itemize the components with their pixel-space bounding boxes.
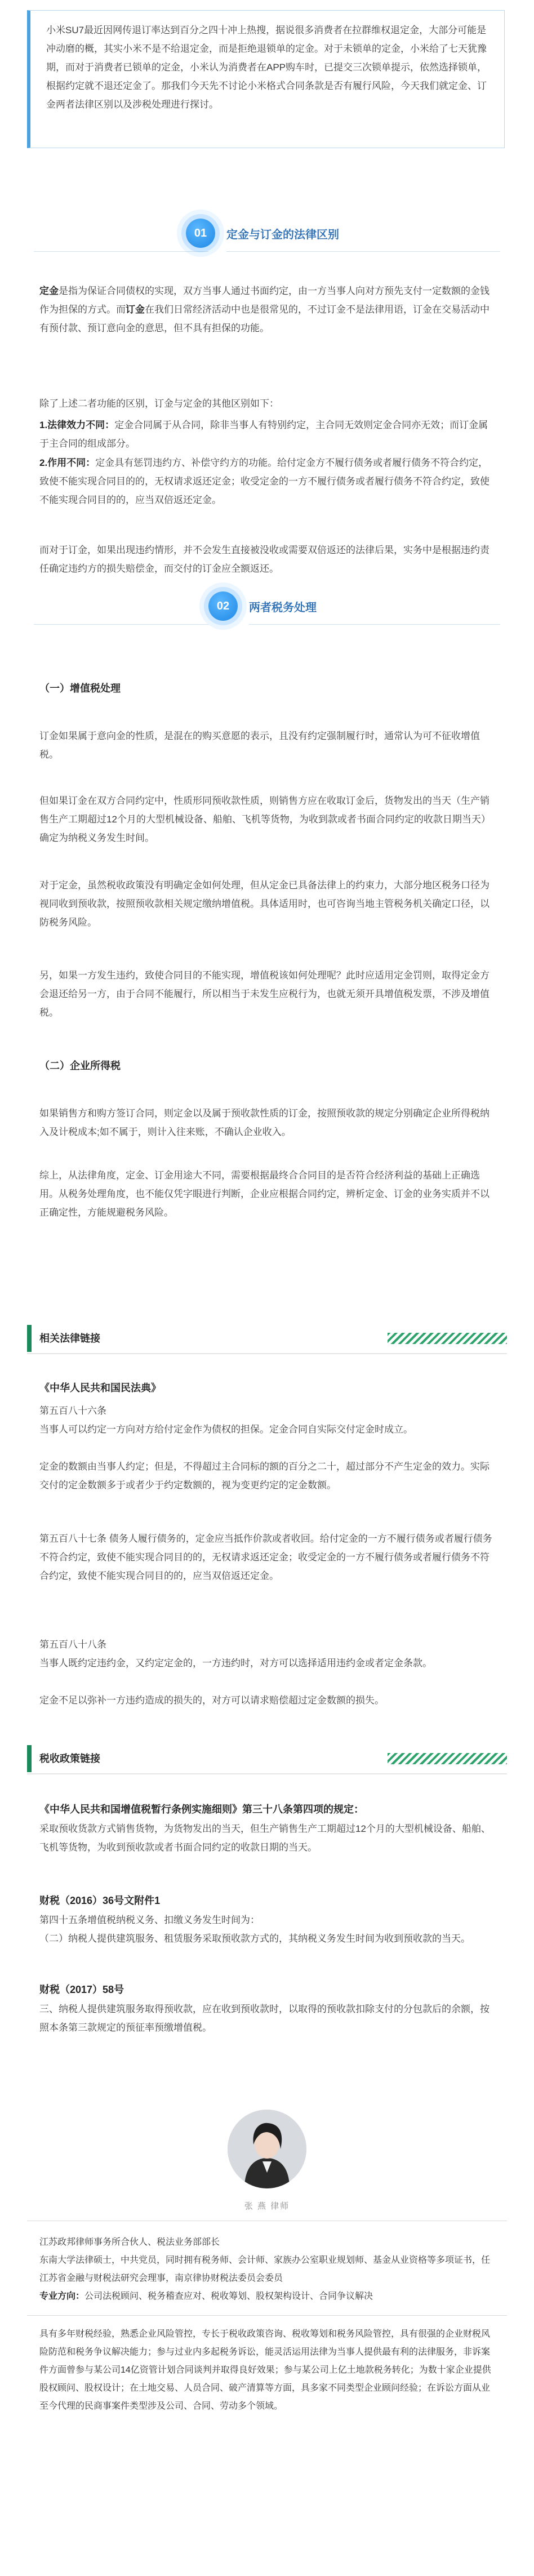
law-links-bar bbox=[27, 1325, 507, 1352]
s1-p4-text: 定金具有惩罚违约方、补偿守约方的功能。给付定金方不履行债务或者履行债务不符合约定，致使不能实现合同目的的，无权请求返还定金；收受定金的一方不履行债务或者履行债务不符合约定，致使不能实现合同目的的，应当双倍返还定金。 bbox=[39, 457, 490, 505]
vat-paragraph-1: 订金如果属于意向金的性质，是混在的购买意愿的表示，且没有约定强制履行时，通常认为可不征收增值税。 bbox=[39, 731, 480, 760]
cit-paragraph-2: 综上，从法律角度，定金、订金用途大不同，需要根据最终合合同目的是否符合经济利益的基础上正确选用。从税务处理角度，也不能仅凭字眼进行判断，企业应根据合同约定，辨析定金、订金的业务实质并不以正确定性，方能规避税务风险。 bbox=[39, 1170, 490, 1218]
s1-term-deposit: 定金 bbox=[39, 286, 59, 296]
author-caption: 张 燕 律师 bbox=[244, 2201, 290, 2211]
bar-stripes-2 bbox=[388, 1753, 507, 1764]
section-badge-02: 02 bbox=[208, 591, 238, 621]
s1-p1-text-a: 是指为保证合同债权的实现，双方当事人通过书面约定，由一方当事人向对方预先支付一定数额的金钱作为担保的方式。而 bbox=[39, 286, 490, 315]
section-title-02: 两者税务处理 bbox=[249, 602, 317, 614]
vat-rules-text: 采取预收货款方式销售货物，为货物发出的当天，但生产销售生产工期超过12个月的大型机械设备、船舶、飞机等货物，为收到预收款或者书面合同约定的收款日期的当天。 bbox=[39, 1823, 491, 1853]
intro-text: 小米SU7最近因网传退订率达到百分之四十冲上热搜，据说很多消费者在拉群维权退定金，大部分可能是冲动磨的概，其实小米不是不给退定金，而是拒绝退锁单的定金。对于未锁单的定金，小米给了七天犹豫期，而对于消费者已锁单的定金，小米认为消费者在APP购车时，已提交三次锁单提示，依然选择锁单，根据约定就不退还定金了。那我们今天先不讨论小米格式合同条款是否有履行风险，今天我们就定金、订金两者法律区别以及涉税处理进行探讨。 bbox=[46, 25, 487, 110]
vat-paragraph-2: 但如果订金在双方合同约定中，性质形同预收款性质，则销售方应在收取订金后，货物发出的当天（生产销售生产工期超过12个月的大型机械设备、船舶、飞机等货物，为收到款或者书面合同约定的收款日期当天）确定为纳税义务发生时间。 bbox=[39, 795, 491, 843]
author-field-text: 公司法税顾问、税务稽查应对、税收筹划、股权架构设计、合同争议解决 bbox=[84, 2292, 373, 2301]
s1-term-earnest: 订金 bbox=[126, 304, 145, 315]
article-586-clause-2: 定金的数额由当事人约定；但是，不得超过主合同标的额的百分之二十，超过部分不产生定金的效力。实际交付的定金数额多于或者少于约定数额的，视为变更约定的定金数额。 bbox=[39, 1461, 490, 1491]
s1-paragraph-4 bbox=[39, 453, 495, 509]
bar-stripes bbox=[388, 1333, 507, 1344]
caishui-36-title: 财税（2016）36号文附件1 bbox=[39, 1895, 161, 1906]
tax-links-bar bbox=[27, 1745, 507, 1772]
caishui-58-text: 三、纳税人提供建筑服务取得预收款，应在收到预收款时，以取得的预收款扣除支付的分包款后的余额，按照本条第三款规定的预征率预缴增值税。 bbox=[39, 2004, 490, 2033]
section-divider-left bbox=[34, 251, 208, 252]
caishui-36-article: 第四十五条增值税纳税义务、扣缴义务发生时间为： bbox=[39, 1915, 260, 1925]
article-587: 第五百八十七条 债务人履行债务的，定金应当抵作价款或者收回。给付定金的一方不履行债务或者履行债务不符合约定，致使不能实现合同目的的，无权请求返还定金；收受定金的一方不履行债务或者履行债务不符合约定，致使不能实现合同目的的，应当双倍返还定金。 bbox=[39, 1533, 492, 1581]
tax-links-label: 税收政策链接 bbox=[39, 1753, 100, 1764]
article-588-clause-1: 当事人既约定违约金，又约定定金的，一方违约时，对方可以选择适用违约金或者定金条款。 bbox=[39, 1658, 432, 1669]
caishui-36-clause: （二）纳税人提供建筑服务、租赁服务采取预收款方式的，其纳税义务发生时间为收到预收款的当天。 bbox=[39, 1933, 470, 1944]
article-586-clause-1: 当事人可以约定一方向对方给付定金作为债权的担保。定金合同自实际交付定金时成立。 bbox=[39, 1424, 413, 1435]
section-title-01: 定金与订金的法律区别 bbox=[226, 229, 339, 241]
bar-accent bbox=[27, 1325, 32, 1352]
article-588-head: 第五百八十八条 bbox=[39, 1639, 106, 1650]
section-divider-right bbox=[226, 251, 500, 252]
author-divider-2 bbox=[27, 2315, 507, 2316]
s1-paragraph-3 bbox=[39, 416, 495, 453]
section-divider-left-2 bbox=[34, 624, 208, 625]
bar-accent-2 bbox=[27, 1745, 32, 1772]
vat-heading: （一）增值税处理 bbox=[39, 683, 121, 694]
author-bio: 具有多年财税经验，熟悉企业风险管控，专长于税收政策咨询、税收筹划和税务风险管控，具有很强的企业财税风险防范和税务争议解决能力；参与过业内多起税务诉讼，能灵活运用法律为当事人提供最有利的法律服务，非诉案件方面曾参与某公司14亿资管计划合同谈判并取得良好效果；参与某公司上亿土地款税务转化；为数十家企业提供股权顾问、股权设计；在土地交易、人员合同、破产清算等方面，具多家不同类型企业顾问经验；在诉讼方面从业至今代理的民商事案件类型涉及公司、合同、劳动多个领域。 bbox=[39, 2329, 491, 2411]
bar-underline-2 bbox=[27, 1773, 507, 1774]
author-avatar bbox=[228, 2110, 306, 2188]
vat-paragraph-3: 对于定金，虽然税收政策没有明确定金如何处理，但从定金已具备法律上的约束力，大部分地区税务口径为视同收到预收款，按照预收款相关规定缴纳增值税。具体适用时，也可咨询当地主管税务机关确定口径，以防税务风险。 bbox=[39, 880, 490, 928]
s1-p1-text-b: 在我们日常经济活动中也是很常见的，不过订金不是法律用语，订金在交易活动中有预付款、预订意向金的意思，但不具有担保的功能。 bbox=[39, 304, 490, 333]
cit-heading: （二）企业所得税 bbox=[39, 1060, 121, 1071]
vat-rules-title: 《中华人民共和国增值税暂行条例实施细则》第三十八条第四项的规定： bbox=[39, 1804, 364, 1815]
s1-p4-lead: 2.作用不同： bbox=[39, 457, 96, 468]
section-divider-right-2 bbox=[249, 624, 500, 625]
article-588-clause-2: 定金不足以弥补一方违约造成的损失的，对方可以请求赔偿超过定金数额的损失。 bbox=[39, 1695, 384, 1706]
s1-p3-text: 定金合同属于从合同，除非当事人有特别约定，主合同无效则定金合同亦无效；而订金属于主合同的组成部分。 bbox=[39, 420, 488, 449]
s1-paragraph-2: 除了上述二者功能的区别，订金与定金的其他区别如下： bbox=[39, 398, 279, 409]
author-photo-icon bbox=[228, 2110, 306, 2188]
caishui-58-title: 财税（2017）58号 bbox=[39, 1984, 124, 1995]
law-links-label: 相关法律链接 bbox=[39, 1333, 100, 1344]
s1-p3-lead: 1.法律效力不同： bbox=[39, 420, 115, 430]
civil-code-title: 《中华人民共和国民法典》 bbox=[39, 1382, 161, 1394]
bar-underline bbox=[27, 1353, 507, 1354]
author-credentials: 东南大学法律硕士，中共党员，同时拥有税务师、会计师、家族办公室职业规划师、基金从业资格等多项证书，任江苏省金融与财税法研究会理事，南京律协财税法委员会委员 bbox=[39, 2255, 491, 2283]
cit-paragraph-1: 如果销售方和购方签订合同，则定金以及属于预收款性质的订金，按照预收款的规定分别确定企业所得税纳入及计税成本;如不属于，则计入往来账，不确认企业收入。 bbox=[39, 1108, 490, 1137]
intro-box bbox=[27, 10, 505, 148]
s1-paragraph-5: 而对于订金，如果出现违约情形，并不会发生直接被没收或需要双倍返还的法律后果，实务中是根据违约责任确定违约方的损失赔偿金，而交付的订金应全额返还。 bbox=[39, 545, 490, 574]
author-field-lead: 专业方向： bbox=[39, 2292, 85, 2301]
author-title: 江苏政邦律师事务所合伙人、税法业务部部长 bbox=[39, 2237, 220, 2247]
section-badge-01: 01 bbox=[186, 219, 215, 248]
article-586-head: 第五百八十六条 bbox=[39, 1405, 106, 1416]
vat-paragraph-4: 另，如果一方发生违约，致使合同目的不能实现，增值税该如何处理呢？此时应适用定金罚则，取得定金方会退还给另一方，由于合同不能履行，所以相当于未发生应税行为，也就无须开具增值税发票，不涉及增值税。 bbox=[39, 970, 490, 1018]
s1-paragraph-1 bbox=[39, 282, 495, 337]
author-field bbox=[39, 2288, 495, 2306]
